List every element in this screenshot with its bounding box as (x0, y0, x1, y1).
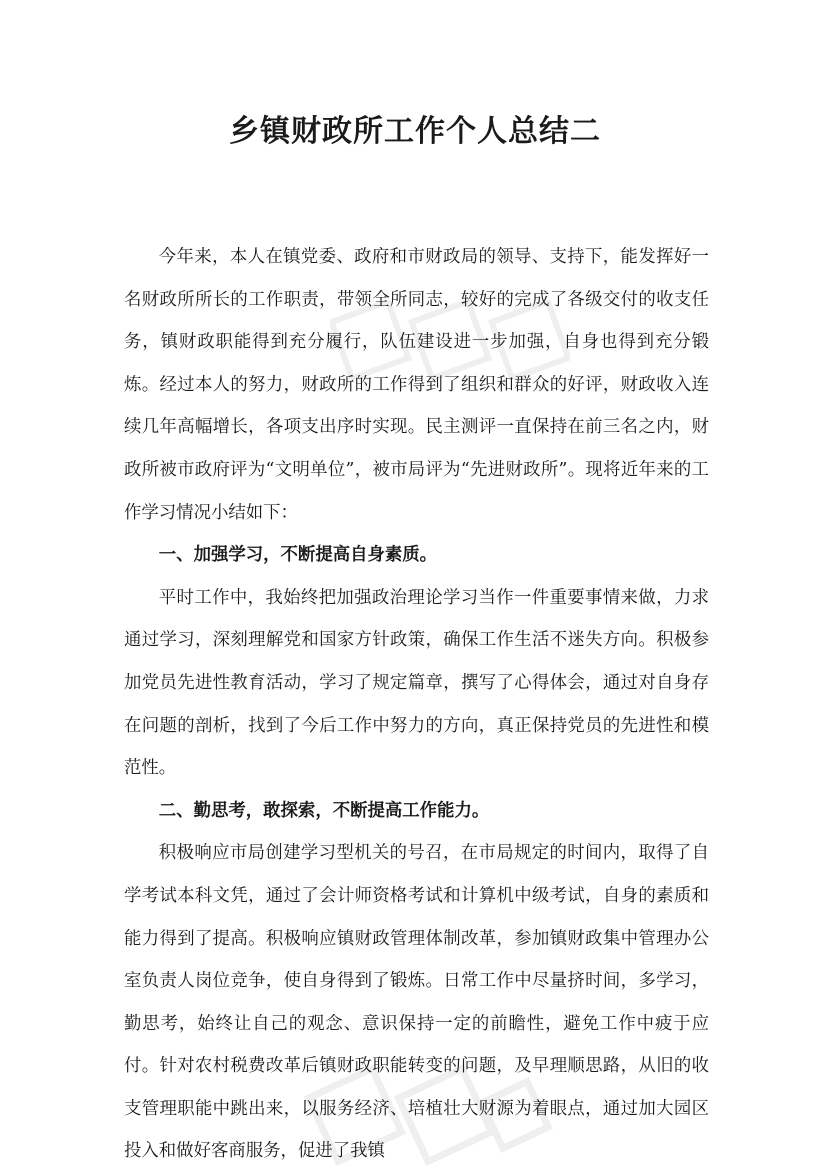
document-body (124, 236, 709, 1173)
section-heading: 二、勤思考，敢探索，不断提高工作能力。 (158, 800, 490, 821)
paragraph: 平时工作中，我始终把加强政治理论学习当作一件重要事情来做，力求通过学习，深刻理解党和国家方针政策，确保工作生活不迷失方向。积极参加党员先进性教育活动，学习了规定篇章，撰写了心得体会，通过对自身存在问题的剖析，找到了今后工作中努力的方向，真正保持党员的先进性和模范性。 (124, 587, 709, 779)
paragraph: 积极响应市局创建学习型机关的号召，在市局规定的时间内，取得了自学考试本科文凭，通过了会计师资格考试和计算机中级考试，自身的素质和能力得到了提高。积极响应镇财政管理体制改革，参加镇财政集中管理办公室负责人岗位竞争，使自身得到了锻炼。日常工作中尽量挤时间，多学习，勤思考，始终让自己的观念、意识保持一定的前瞻性，避免工作中疲于应付。针对农村税费改革后镇财政职能转变的问题，及早理顺思路，从旧的收支管理职能中跳出来，以服务经济、培植壮大财源为着眼点，通过加大园区投入和做好客商服务，促进了我镇 (124, 843, 709, 1162)
paragraph: 今年来，本人在镇党委、政府和市财政局的领导、支持下，能发挥好一名财政所所长的工作职责，带领全所同志，较好的完成了各级交付的收支任务，镇财政职能得到充分履行，队伍建设进一步加强，自身也得到充分锻炼。经过本人的努力，财政所的工作得到了组织和群众的好评，财政收入连续几年高幅增长，各项支出序时实现。民主测评一直保持在前三名之内，财政所被市政府评为“文明单位”，被市局评为“先进财政所”。现将近年来的工作学习情况小结如下： (124, 247, 709, 523)
document-title: 乡镇财政所工作个人总结二 (229, 114, 601, 149)
section-heading: 一、加强学习，不断提高自身素质。 (158, 545, 438, 566)
